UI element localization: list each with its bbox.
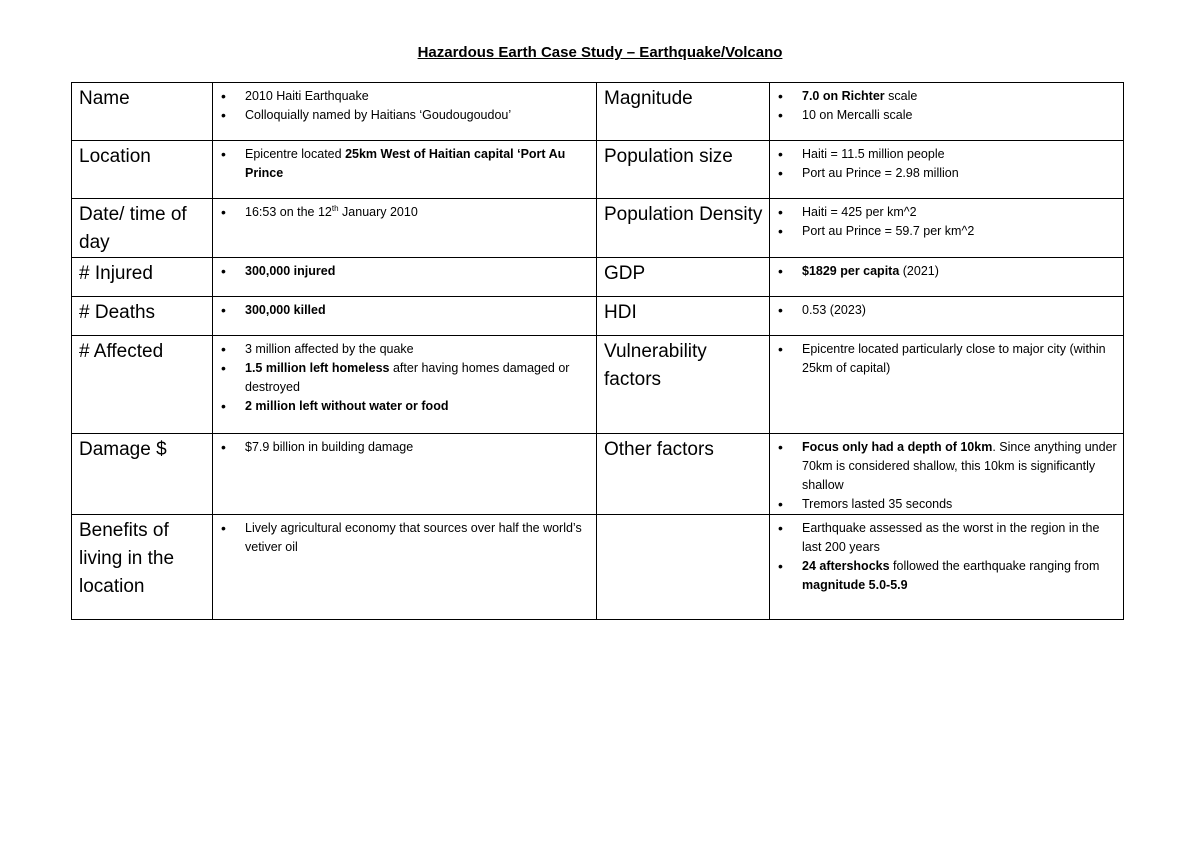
left-label-cell — [72, 434, 213, 515]
row-label-magnitude: Magnitude — [604, 88, 693, 109]
bullet-item — [802, 262, 1119, 281]
right-label-cell — [597, 199, 770, 258]
bullet-item — [245, 106, 592, 125]
bullet-list — [213, 515, 596, 557]
row-label-damage: Damage $ — [79, 439, 167, 460]
bullet-text: Tremors lasted 35 seconds — [802, 497, 953, 511]
bullet-text: Epicentre located — [245, 147, 346, 161]
left-label-cell — [72, 515, 213, 620]
left-label-cell — [72, 199, 213, 258]
bullet-text: January 2010 — [338, 205, 418, 219]
table-row — [72, 83, 1124, 141]
right-detail-cell — [770, 434, 1124, 515]
bullet-list — [770, 199, 1123, 241]
bullet-list — [213, 297, 596, 320]
bullet-list — [213, 83, 596, 125]
bullet-text: followed the earthquake ranging from — [889, 559, 1100, 573]
bullet-list — [213, 336, 596, 416]
right-detail-cell — [770, 515, 1124, 620]
row-label-date-time-of-day: Date/ time of day — [79, 204, 187, 253]
bullet-text: Earthquake assessed as the worst in the region in the last 200 years — [802, 521, 1100, 554]
bullet-list — [213, 199, 596, 222]
bullet-item — [802, 557, 1119, 595]
row-label-deaths: # Deaths — [79, 302, 156, 323]
row-label-gdp: GDP — [604, 263, 646, 284]
bullet-list — [770, 141, 1123, 183]
case-study-table — [71, 82, 1124, 620]
left-detail-cell — [213, 336, 597, 434]
row-label-location: Location — [79, 146, 151, 167]
table-row — [72, 258, 1124, 297]
superscript-text: th — [331, 203, 339, 213]
bullet-text: Epicentre located particularly close to major city (within 25km of capital) — [802, 342, 1106, 375]
bullet-list — [770, 515, 1123, 595]
row-label-injured: # Injured — [79, 263, 153, 284]
bullet-text: $7.9 billion in building damage — [245, 440, 414, 454]
bullet-item — [245, 519, 592, 557]
bullet-item — [802, 145, 1119, 164]
bullet-list — [770, 83, 1123, 125]
document-title: Hazardous Earth Case Study – Earthquake/Volcano — [417, 44, 783, 61]
bullet-text: magnitude 5.0-5.9 — [802, 578, 908, 592]
row-label-blank — [597, 515, 769, 517]
bullet-text: 7.0 on Richter — [802, 89, 885, 103]
right-label-cell — [597, 297, 770, 336]
left-detail-cell — [213, 515, 597, 620]
table-row — [72, 434, 1124, 515]
left-label-cell — [72, 141, 213, 199]
bullet-list — [770, 258, 1123, 281]
bullet-text: 1.5 million left homeless — [245, 361, 390, 375]
bullet-text: Focus only had a depth of 10km — [802, 440, 993, 454]
table-row — [72, 515, 1124, 620]
right-label-cell — [597, 515, 770, 620]
table-row — [72, 336, 1124, 434]
bullet-item — [802, 203, 1119, 222]
bullet-item — [802, 301, 1119, 320]
bullet-list — [213, 258, 596, 281]
bullet-text: 2010 Haiti Earthquake — [245, 89, 369, 103]
right-label-cell — [597, 258, 770, 297]
bullet-text: 300,000 injured — [245, 264, 336, 278]
bullet-text: scale — [884, 89, 918, 103]
bullet-text: 16:53 on the 12 — [245, 205, 332, 219]
bullet-item — [802, 164, 1119, 183]
left-detail-cell — [213, 83, 597, 141]
bullet-item — [802, 222, 1119, 241]
bullet-item — [802, 519, 1119, 557]
left-label-cell — [72, 258, 213, 297]
bullet-list — [770, 434, 1123, 514]
row-label-other-factors: Other factors — [604, 439, 714, 460]
right-label-cell — [597, 336, 770, 434]
bullet-text: 3 million affected by the quake — [245, 342, 414, 356]
bullet-item — [245, 301, 592, 320]
bullet-text: . Since anything under 70km is considered shallow, this 10km is significantly shallow — [802, 440, 1117, 492]
bullet-item — [245, 203, 592, 222]
row-label-hdi: HDI — [604, 302, 637, 323]
table-row — [72, 141, 1124, 199]
bullet-item — [245, 87, 592, 106]
bullet-text: 24 aftershocks — [802, 559, 890, 573]
right-label-cell — [597, 141, 770, 199]
right-detail-cell — [770, 258, 1124, 297]
bullet-text: Haiti = 425 per km^2 — [802, 205, 917, 219]
right-label-cell — [597, 83, 770, 141]
bullet-text: after having homes damaged or destroyed — [245, 361, 570, 394]
left-detail-cell — [213, 434, 597, 515]
left-detail-cell — [213, 258, 597, 297]
table-row — [72, 297, 1124, 336]
bullet-item — [245, 359, 592, 397]
bullet-text: 25km West of Haitian capital ‘Port Au Prince — [245, 147, 566, 180]
bullet-item — [245, 145, 592, 183]
row-label-affected: # Affected — [79, 341, 164, 362]
bullet-item — [802, 106, 1119, 125]
bullet-item — [245, 397, 592, 416]
left-detail-cell — [213, 297, 597, 336]
row-label-population-size: Population size — [604, 146, 733, 167]
bullet-text: Haiti = 11.5 million people — [802, 147, 945, 161]
bullet-item — [802, 340, 1119, 378]
bullet-list — [770, 336, 1123, 378]
bullet-text: Colloquially named by Haitians ‘Goudougoudou’ — [245, 108, 512, 122]
bullet-list — [213, 434, 596, 457]
left-detail-cell — [213, 141, 597, 199]
table-row — [72, 199, 1124, 258]
bullet-text: Port au Prince = 2.98 million — [802, 166, 959, 180]
bullet-item — [245, 438, 592, 457]
left-label-cell — [72, 83, 213, 141]
bullet-text: 2 million left without water or food — [245, 399, 449, 413]
bullet-text: Lively agricultural economy that sources over half the world’s vetiver oil — [245, 521, 582, 554]
row-label-vulnerability-factors: Vulnerability factors — [604, 341, 707, 390]
bullet-text: $1829 per capita — [802, 264, 900, 278]
left-label-cell — [72, 336, 213, 434]
bullet-item — [245, 340, 592, 359]
bullet-item — [245, 262, 592, 281]
row-label-name: Name — [79, 88, 130, 109]
bullet-text: 0.53 (2023) — [802, 303, 866, 317]
bullet-list — [213, 141, 596, 183]
bullet-list — [770, 297, 1123, 320]
row-label-population-density: Population Density — [604, 204, 763, 225]
left-label-cell — [72, 297, 213, 336]
bullet-text: (2021) — [899, 264, 939, 278]
bullet-item — [802, 87, 1119, 106]
bullet-text: 10 on Mercalli scale — [802, 108, 913, 122]
row-label-benefits-of-living-in-the-location: Benefits of living in the location — [79, 520, 175, 597]
bullet-text: 300,000 killed — [245, 303, 326, 317]
right-detail-cell — [770, 83, 1124, 141]
bullet-text: Port au Prince = 59.7 per km^2 — [802, 224, 975, 238]
right-detail-cell — [770, 336, 1124, 434]
right-detail-cell — [770, 141, 1124, 199]
right-detail-cell — [770, 297, 1124, 336]
right-detail-cell — [770, 199, 1124, 258]
left-detail-cell — [213, 199, 597, 258]
right-label-cell — [597, 434, 770, 515]
bullet-item — [802, 495, 1119, 514]
bullet-item — [802, 438, 1119, 495]
